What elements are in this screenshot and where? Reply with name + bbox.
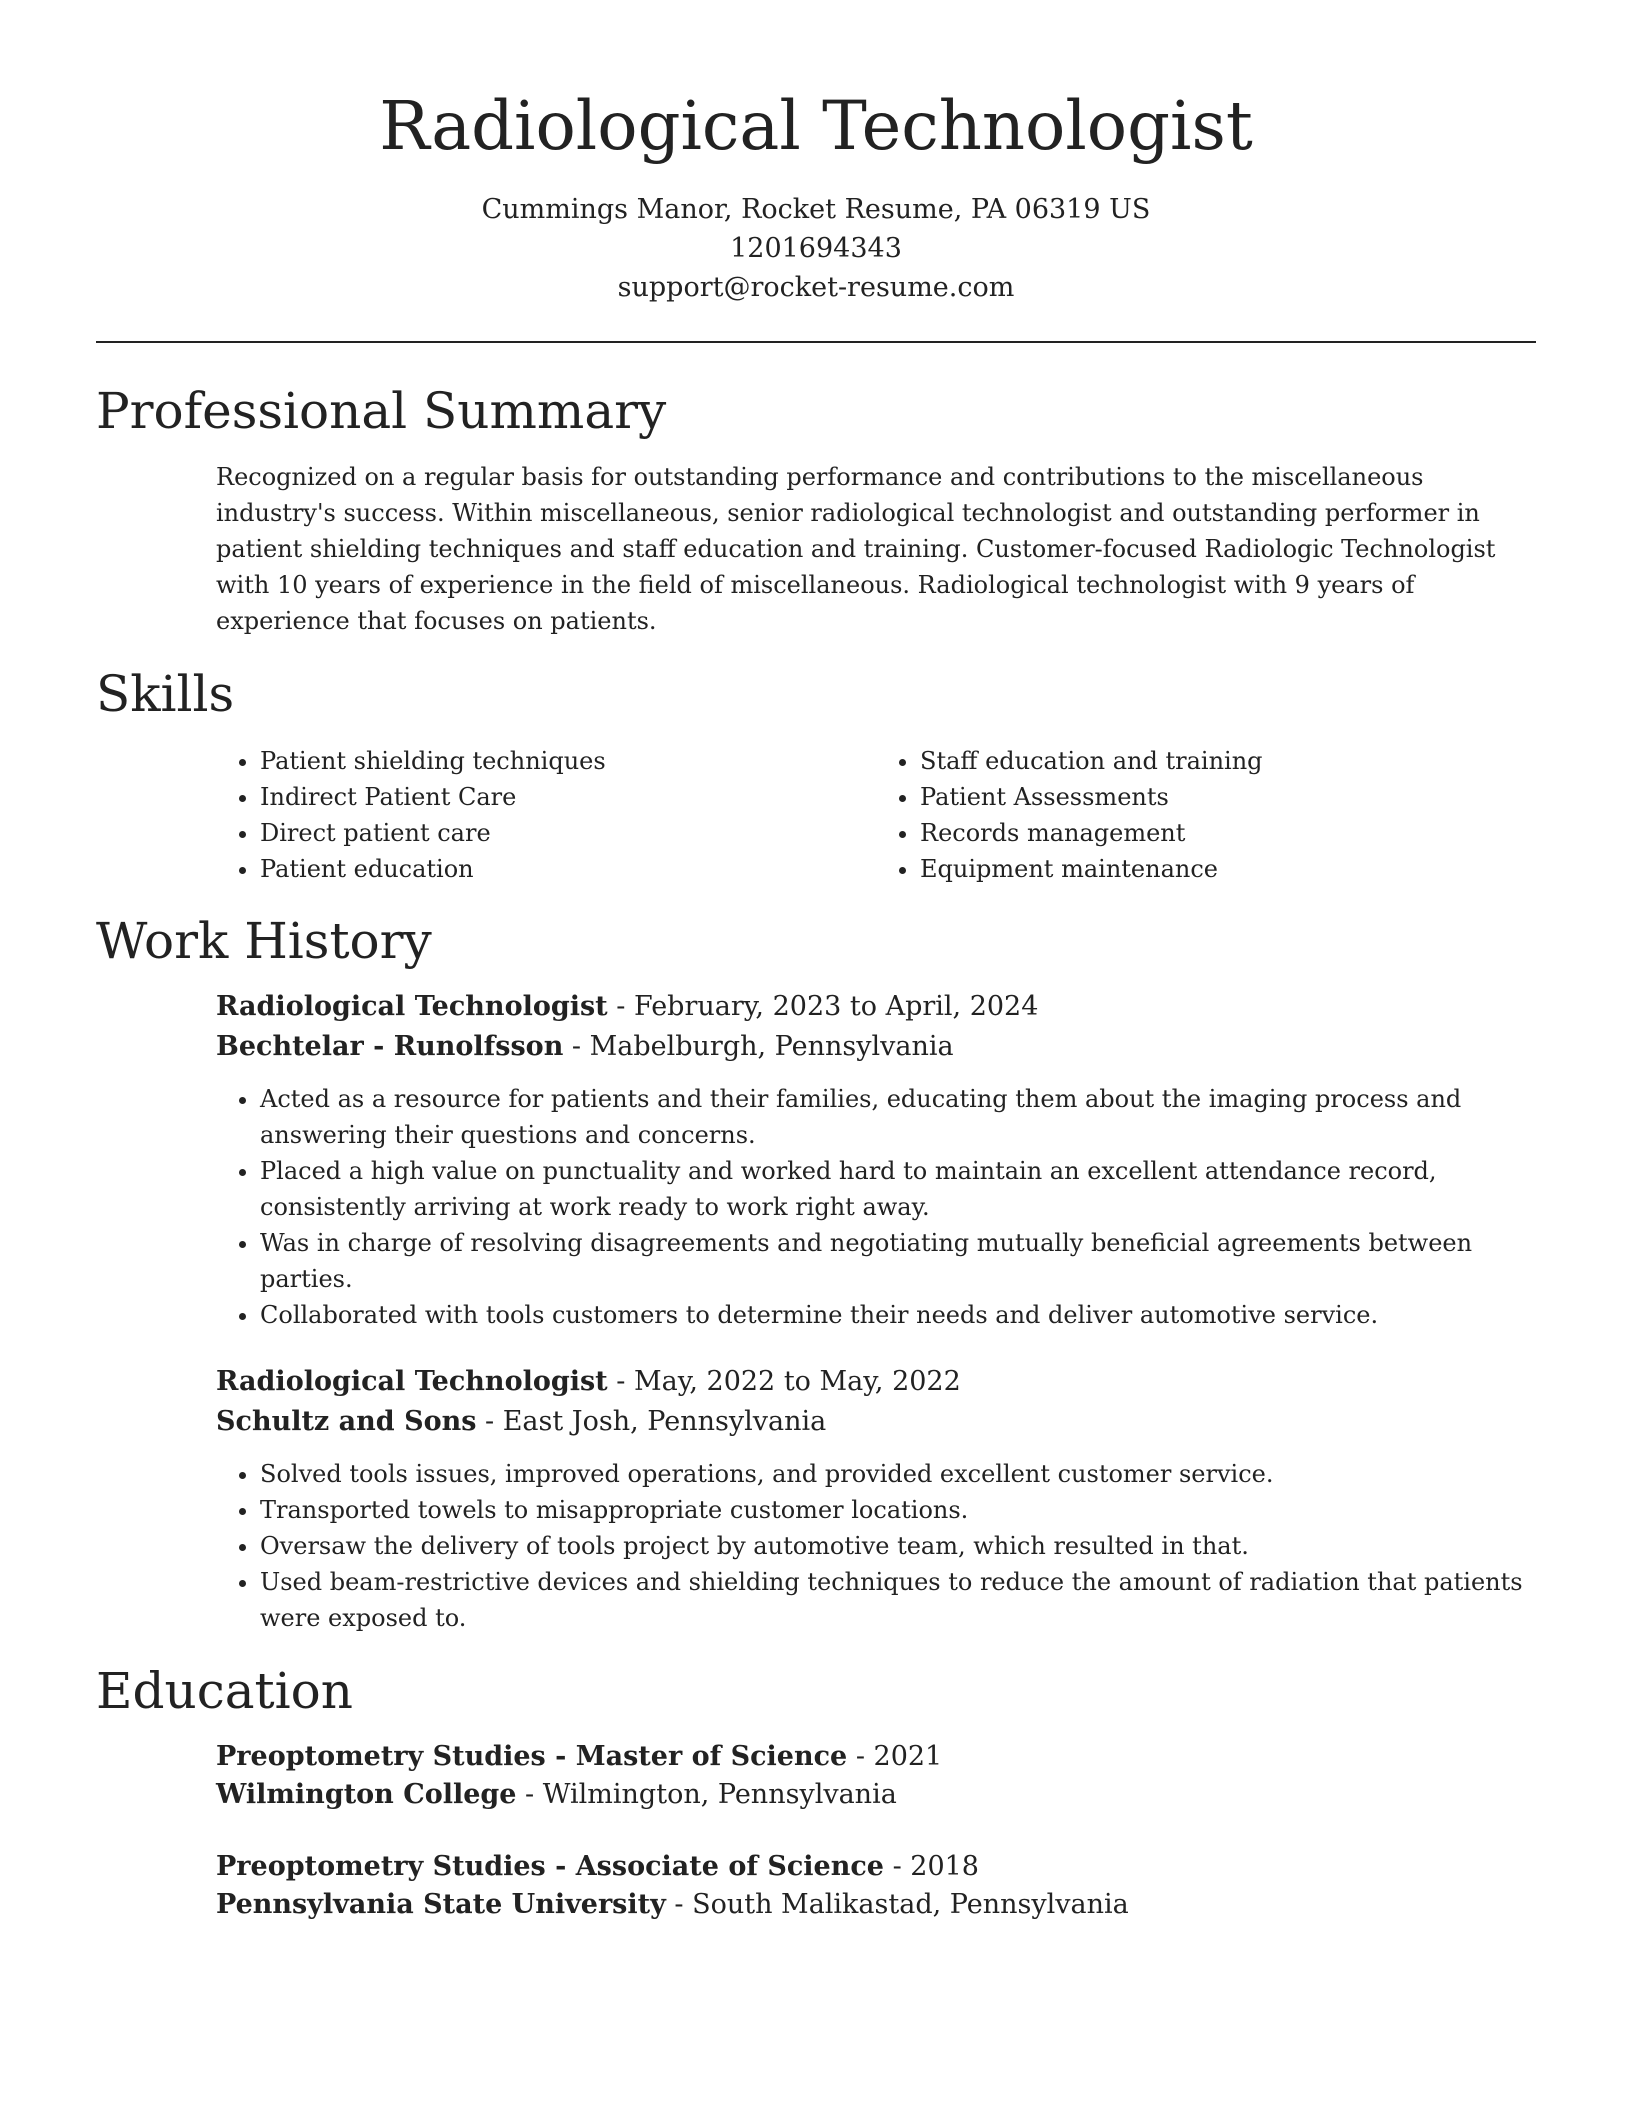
section-title-summary: Professional Summary: [96, 382, 667, 440]
job-bullet: • Acted as a resource for patients and their families, educating them about the imaging process and answering their questions and concerns.: [260, 1081, 1536, 1153]
skill-item: • Equipment maintenance: [920, 851, 1536, 887]
job-title-line: [216, 987, 1536, 1027]
resume-name: Radiological Technologist: [379, 87, 1253, 165]
education-degree: Preoptometry Studies - Master of Science: [216, 1741, 848, 1772]
job-company: Schultz and Sons: [216, 1406, 477, 1437]
job-bullets: [216, 1081, 1536, 1333]
education-entry: [216, 1738, 1536, 1814]
job-dates: - May, 2022 to May, 2022: [607, 1366, 961, 1397]
summary-text: Recognized on a regular basis for outstanding performance and contributions to the miscellaneous industry's success. Within miscellaneous, senior radiological technologist and outstanding performer in patient shielding techniques and staff education and training. Customer-focused Radiologic Technologist with 10 years of experience in the field of miscellaneous. Radiological technologist with 9 years of experience that focuses on patients.: [216, 463, 1496, 635]
job-location: - East Josh, Pennsylvania: [476, 1406, 827, 1437]
education-school: Pennsylvania State University: [216, 1889, 666, 1920]
job-company: Bechtelar - Runolfsson: [216, 1031, 564, 1062]
skill-item: • Patient education: [260, 851, 876, 887]
contact-phone: 1201694343: [730, 233, 902, 264]
job-bullet: • Oversaw the delivery of tools project by automotive team, which resulted in that.: [260, 1528, 1536, 1564]
job-title-line: [216, 1362, 1536, 1402]
job-entry: [216, 1362, 1536, 1636]
skill-item: • Direct patient care: [260, 815, 876, 851]
job-bullets: [216, 1456, 1536, 1636]
job-bullet: • Used beam-restrictive devices and shielding techniques to reduce the amount of radiation that patients were exposed to.: [260, 1564, 1536, 1636]
job-bullet: • Collaborated with tools customers to determine their needs and deliver automotive service.: [260, 1297, 1536, 1333]
job-bullet: • Transported towels to misappropriate customer locations.: [260, 1492, 1536, 1528]
contact-address: Cummings Manor, Rocket Resume, PA 06319 US: [481, 194, 1151, 225]
education-degree: Preoptometry Studies - Associate of Science: [216, 1851, 884, 1882]
education-degree-line: [216, 1848, 1536, 1886]
education-year: - 2018: [883, 1851, 979, 1882]
section-title-work: Work History: [96, 912, 432, 970]
education-location: - South Malikastad, Pennsylvania: [665, 1889, 1129, 1920]
job-company-line: [216, 1027, 1536, 1067]
skills-list-left: [216, 743, 876, 887]
skill-item: • Staff education and training: [920, 743, 1536, 779]
skills-list-right: [876, 743, 1536, 887]
education-location: - Wilmington, Pennsylvania: [516, 1779, 897, 1810]
education-year: - 2021: [847, 1741, 943, 1772]
education-degree-line: [216, 1738, 1536, 1776]
job-location: - Mabelburgh, Pennsylvania: [563, 1031, 954, 1062]
section-title-education: Education: [96, 1662, 353, 1720]
education-entry: [216, 1848, 1536, 1924]
skill-item: • Records management: [920, 815, 1536, 851]
summary-block: [216, 459, 1536, 639]
job-company-line: [216, 1402, 1536, 1442]
contact-email: support@rocket-resume.com: [617, 272, 1015, 303]
skill-item: • Indirect Patient Care: [260, 779, 876, 815]
education-school: Wilmington College: [216, 1779, 517, 1810]
section-title-skills: Skills: [96, 665, 235, 723]
job-bullet: • Solved tools issues, improved operations, and provided excellent customer service.: [260, 1456, 1536, 1492]
job-entry: [216, 987, 1536, 1333]
education-school-line: [216, 1776, 1536, 1814]
header-divider: [96, 341, 1536, 343]
skill-item: • Patient Assessments: [920, 779, 1536, 815]
skill-item: • Patient shielding techniques: [260, 743, 876, 779]
job-bullet: • Placed a high value on punctuality and worked hard to maintain an excellent attendance record, consistently arriving at work ready to work right away.: [260, 1153, 1536, 1225]
contact-block: [96, 190, 1536, 307]
job-dates: - February, 2023 to April, 2024: [607, 991, 1039, 1022]
job-bullet: • Was in charge of resolving disagreements and negotiating mutually beneficial agreements between parties.: [260, 1225, 1536, 1297]
education-school-line: [216, 1886, 1536, 1924]
skills-block: [216, 743, 1536, 887]
resume-page: [96, 0, 1536, 1920]
job-role: Radiological Technologist: [216, 991, 608, 1022]
job-role: Radiological Technologist: [216, 1366, 608, 1397]
